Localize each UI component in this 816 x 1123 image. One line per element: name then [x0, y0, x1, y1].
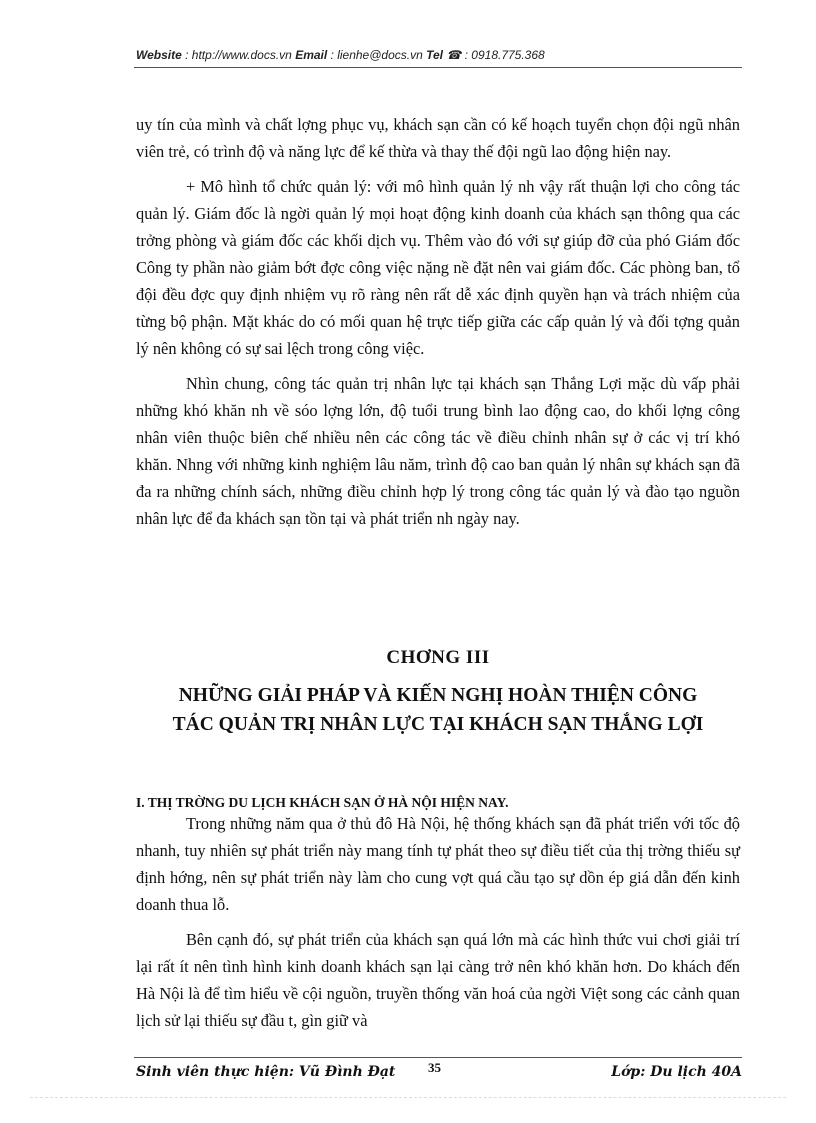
paragraph-3: Nhìn chung, công tác quản trị nhân lực tại khách sạn Thắng Lợi mặc dù vấp phải những khó khăn nh về sóo lợng lớn, độ tuổi trung bình lao động cao, do khối lợng công nhân viên thuộc biên chế nhiều nên các công tác về điều chỉnh nhân sự ở các vị trí khó khăn. Nhng với những kinh nghiệm lâu năm, trình độ cao ban quản lý nhân sự khách sạn đã đa ra những chính sách, những điều chỉnh hợp lý trong công tác quản lý và đào tạo nguồn nhân lực để đa khách sạn tồn tại và phát triển nh ngày nay. [136, 374, 740, 528]
footer-author: Sinh viên thực hiện: Vũ Đình Đạt [136, 1064, 396, 1080]
chapter-title [136, 681, 740, 739]
section-heading: I. THỊ TRỜNG DU LỊCH KHÁCH SẠN Ở HÀ NỘI HIỆN NAY. [136, 795, 509, 810]
tel-number: ☎ : 0918.775.368 [443, 48, 545, 62]
chapter-title-line-2: TÁC QUẢN TRỊ NHÂN LỰC TẠI KHÁCH SẠN THẮNG LỢI [172, 714, 704, 735]
body-text [136, 111, 740, 532]
page-number: 35 [428, 1060, 441, 1075]
section-body [136, 810, 740, 1034]
section-paragraph-2: Bên cạnh đó, sự phát triển của khách sạn quá lớn mà các hình thức vui chơi giải trí lại rất ít nên tình hình kinh doanh khách sạn lại càng trở nên khó khăn hơn. Do khách đến Hà Nội là để tìm hiểu về cội nguồn, truyền thống văn hoá của ngời Việt song các cảnh quan lịch sử lại thiếu sự đầu t, gìn giữ và [136, 930, 740, 1030]
website-label: Website [136, 48, 182, 62]
paragraph-2: + Mô hình tổ chức quản lý: với mô hình quản lý nh vậy rất thuận lợi cho công tác quản lý. Giám đốc là ngời quản lý mọi hoạt động kinh doanh của khách sạn thông qua các trởng phòng và giám đốc các khối dịch vụ. Thêm vào đó với sự giúp đỡ của phó Giám đốc Công ty phần nào giảm bớt đợc công việc nặng nề đặt nên vai giám đốc. Các phòng ban, tổ đội đều đợc quy định nhiệm vụ rõ ràng nên rất dễ xác định quyền hạn và trách nhiệm của từng bộ phận. Mặt khác do có mối quan hệ trực tiếp giữa các cấp quản lý và đối tợng quản lý nên không có sự sai lệch trong công việc. [136, 177, 740, 358]
section-paragraph-1: Trong những năm qua ở thủ đô Hà Nội, hệ thống khách sạn đã phát triển với tốc độ nhanh, tuy nhiên sự phát triển này mang tính tự phát theo sự điều tiết của thị trờng thiếu sự định hớng, nên sự phát triển này làm cho cung vợt quá cầu tạo sự dồn ép giá dẫn đến kinh doanh thua lỗ. [136, 814, 740, 914]
page-bottom-edge [30, 1097, 786, 1098]
email-label: Email [295, 48, 328, 62]
header-divider [134, 67, 742, 68]
email-address[interactable]: : lienhe@docs.vn [327, 48, 427, 62]
page-header [136, 48, 742, 62]
paragraph-1: uy tín của mình và chất lợng phục vụ, khách sạn cần có kế hoạch tuyển chọn đội ngũ nhân viên trẻ, có trình độ và năng lực để kế thừa và thay thế đội ngũ lao động hiện nay. [136, 115, 740, 161]
chapter-title-line-1: NHỮNG GIẢI PHÁP VÀ KIẾN NGHỊ HOÀN THIỆN CÔNG [178, 685, 698, 706]
tel-label: Tel [426, 48, 444, 62]
page-footer [136, 1060, 742, 1080]
footer-class: Lớp: Du lịch 40A [611, 1064, 742, 1080]
website-url[interactable]: : http://www.docs.vn [181, 48, 296, 62]
chapter-label: CHƠNG III [386, 647, 490, 668]
footer-divider [134, 1057, 742, 1058]
